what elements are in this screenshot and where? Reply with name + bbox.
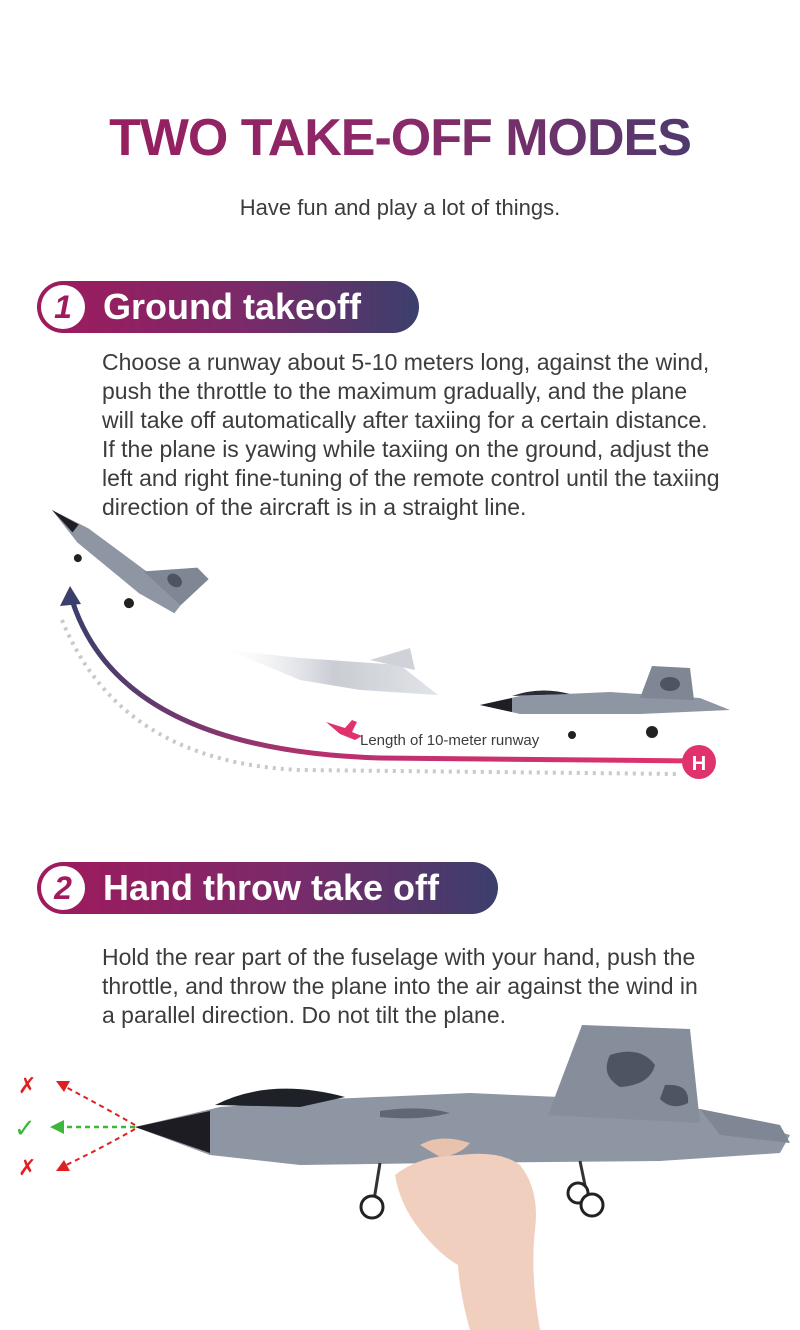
ground-takeoff-illustration [0, 500, 800, 800]
arrow-straight-head [50, 1120, 64, 1134]
ground-takeoff-description [102, 348, 720, 522]
hand-throw-illustration [0, 1015, 800, 1330]
text-line: will take off automatically after taxiing for a certain distance. [102, 407, 708, 433]
section-title-2: Hand throw take off [103, 867, 440, 908]
correct-direction-icon: ✓ [14, 1114, 36, 1144]
motion-blur-jet [228, 648, 438, 695]
arrow-up-head [56, 1081, 70, 1092]
text-line: push the throttle to the maximum gradually, and the plane [102, 378, 688, 404]
text-line: a parallel direction. Do not tilt the plane. [102, 1002, 507, 1028]
runway-length-label: Length of 10-meter runway [360, 732, 540, 749]
arrow-up-dashed [62, 1085, 135, 1125]
taxiing-jet [480, 666, 730, 739]
section-heading-hand-throw [37, 862, 498, 914]
text-line: Hold the rear part of the fuselage with your hand, push the [102, 944, 696, 970]
page-subtitle: Have fun and play a lot of things. [239, 195, 561, 220]
wrong-direction-up-icon: ✗ [18, 1074, 37, 1099]
section-title-1: Ground takeoff [103, 286, 361, 327]
page-title: TWO TAKE-OFF MODES [0, 108, 800, 168]
marker-letter: H [691, 753, 707, 775]
section-number-2: 2 [41, 866, 85, 910]
text-line: If the plane is yawing while taxiing on the ground, adjust the [102, 436, 710, 462]
section-heading-ground-takeoff [37, 281, 419, 333]
airplane-icon [326, 720, 362, 740]
wrong-direction-down-icon: ✗ [18, 1156, 37, 1181]
text-line: throttle, and throw the plane into the air against the wind in [102, 973, 698, 999]
climbing-jet [33, 500, 210, 637]
text-line: direction of the aircraft is in a straight line. [102, 494, 527, 520]
arrow-down-dashed [62, 1129, 135, 1167]
arrow-down-head [56, 1160, 70, 1171]
hand-image [395, 1154, 540, 1330]
text-line: left and right fine-tuning of the remote control until the taxiing [102, 465, 720, 491]
arrow-head [60, 586, 81, 606]
text-line: Choose a runway about 5-10 meters long, against the wind, [102, 349, 710, 375]
section-number-1: 1 [41, 285, 85, 329]
